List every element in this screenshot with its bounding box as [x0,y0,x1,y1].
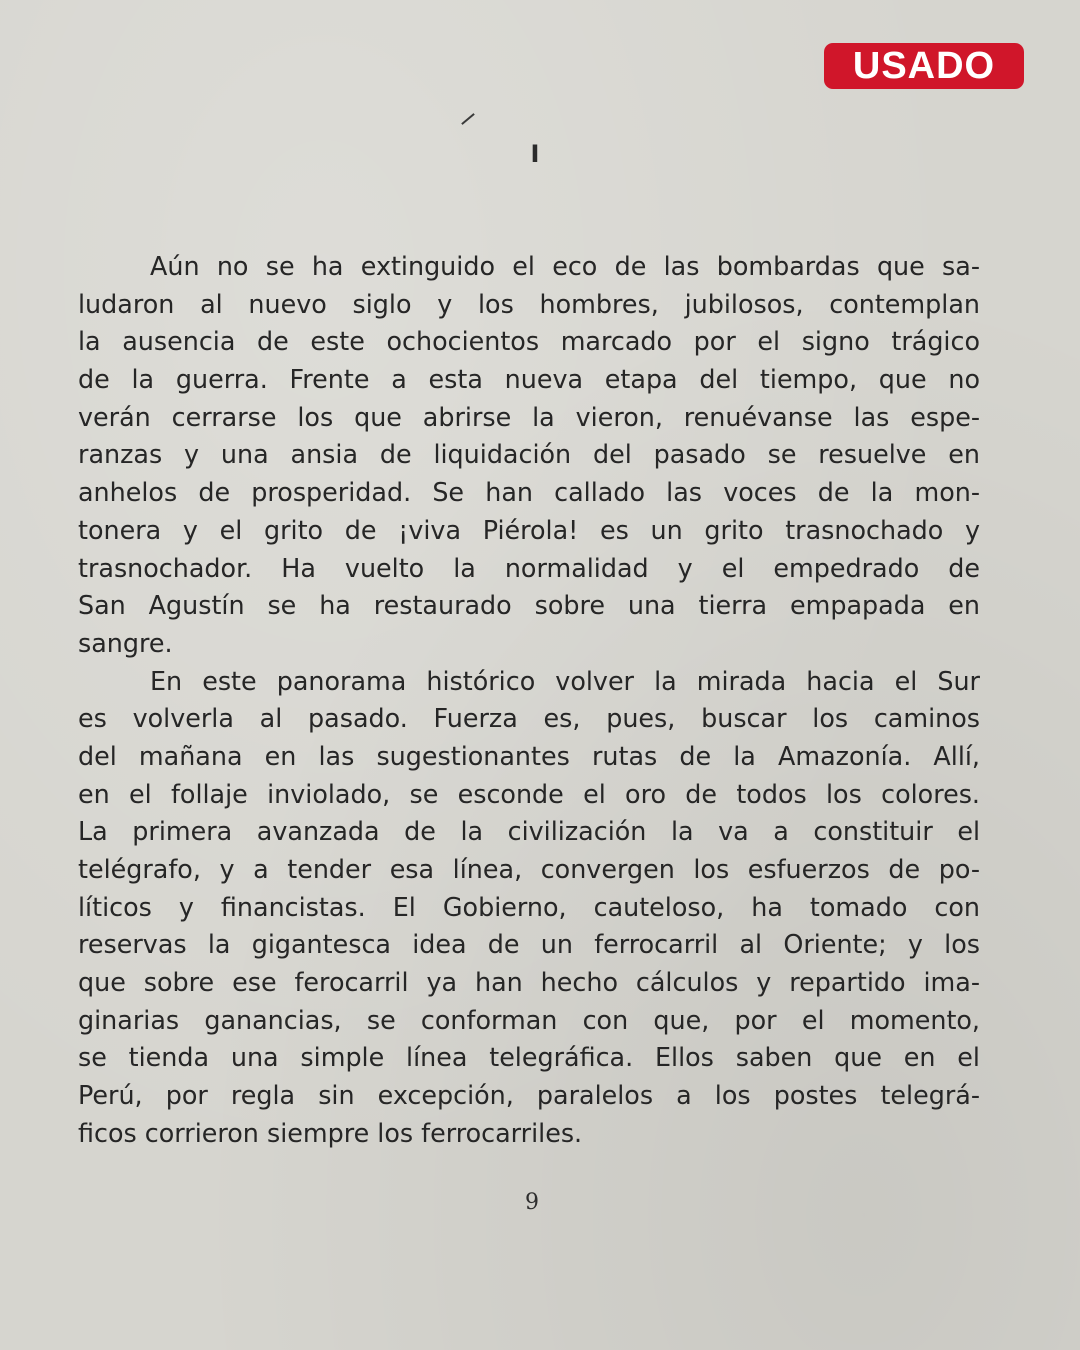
text-line: Perú, por regla sin excepción, paralelos a los postes telegrá- [78,1080,980,1111]
text-line: reservas la gigantesca idea de un ferrocarril al Oriente; y los [78,929,980,960]
text-line: En este panorama histórico volver la mirada hacia el Sur [150,665,980,696]
text-line: trasnochador. Ha vuelto la normalidad y el empedrado de [78,552,980,583]
chapter-number: I [530,140,540,168]
text-line: la ausencia de este ochocientos marcado por el signo trágico [78,326,980,357]
text-line: tonera y el grito de ¡viva Piérola! es un grito trasnochado y [78,514,980,545]
text-line: ficos corrieron siempre los ferrocarriles. [78,1117,583,1148]
text-line: San Agustín se ha restaurado sobre una tierra empapada en [78,590,980,621]
text-line: que sobre ese ferocarril ya han hecho cálculos y repartido ima- [78,967,980,998]
pencil-mark [461,113,475,125]
text-line: telégrafo, y a tender esa línea, convergen los esfuerzos de po- [78,854,980,884]
used-badge: USADO [824,43,1024,89]
text-line: del mañana en las sugestionantes rutas de la Amazonía. Allí, [78,740,980,771]
text-line: ranzas y una ansia de liquidación del pasado se resuelve en [78,439,980,470]
text-line: se tienda una simple línea telegráfica. Ellos saben que en el [78,1042,980,1073]
text-line: anhelos de prosperidad. Se han callado las voces de la mon- [78,477,980,508]
page-number: 9 [525,1190,539,1215]
text-line: de la guerra. Frente a esta nueva etapa del tiempo, que no [78,364,980,395]
text-line: en el follaje inviolado, se esconde el oro de todos los colores. [78,778,980,809]
body-text [78,248,980,1153]
text-line: Aún no se ha extinguido el eco de las bombardas que sa- [150,251,980,281]
text-line: ludaron al nuevo siglo y los hombres, jubilosos, contemplan [78,288,980,319]
text-line: es volverla al pasado. Fuerza es, pues, buscar los caminos [78,703,980,734]
text-line: sangre. [78,627,173,658]
text-line: verán cerrarse los que abrirse la vieron, renuévanse las espe- [78,401,980,432]
text-line: La primera avanzada de la civilización la va a constituir el [78,816,980,847]
text-line: ginarias ganancias, se conforman con que, por el momento, [78,1004,980,1035]
text-line: líticos y financistas. El Gobierno, cauteloso, ha tomado con [78,891,980,922]
